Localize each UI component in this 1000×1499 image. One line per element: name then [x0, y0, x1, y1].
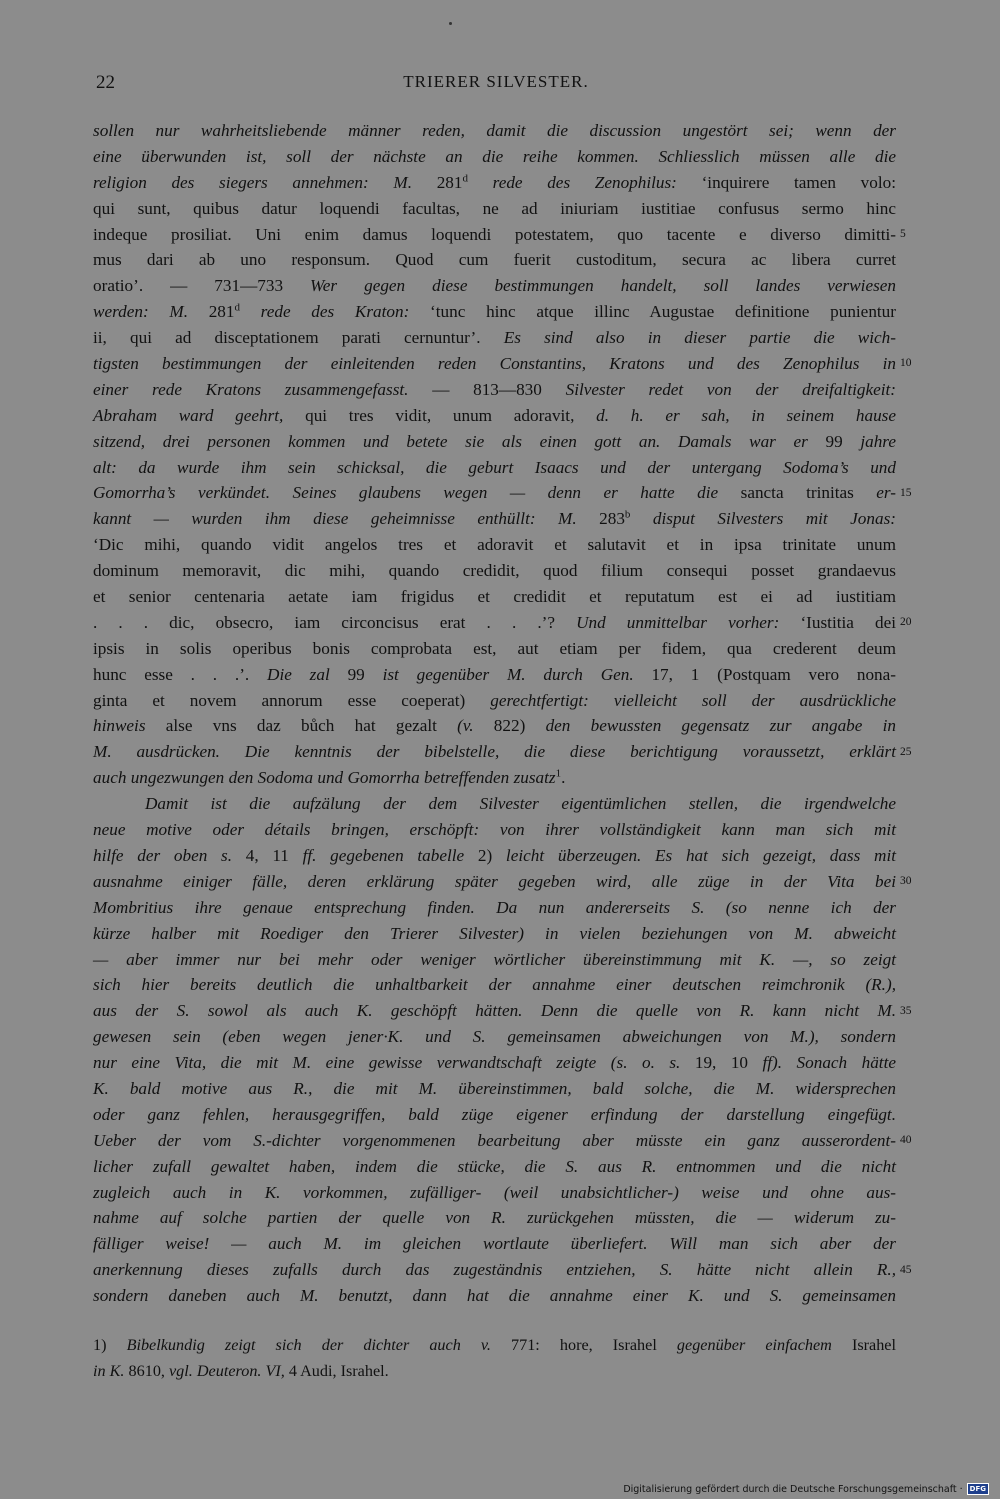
- body-line: [93, 662, 896, 688]
- text-run: — aber immer nur bei mehr oder weniger wörtlicher übereinstimmung mit K. —, so zeigt: [93, 949, 896, 969]
- body-line: [93, 506, 896, 532]
- text-run: 281: [436, 172, 463, 192]
- text-run: Abraham ward geehrt,: [93, 405, 306, 425]
- text-run: in K.: [93, 1361, 129, 1380]
- text-run: gerechtfertigt: vielleicht soll der ausdrückliche: [490, 690, 896, 710]
- body-line: [93, 817, 896, 843]
- body-line: [93, 455, 896, 481]
- body-line: [93, 1102, 896, 1128]
- text-run: . . . dic, obsecro, iam circoncisus erat . . .’?: [93, 612, 577, 632]
- body-line: [93, 584, 896, 610]
- text-run: alt: da wurde ihm sein schicksal, die geburt Isaacs und der untergang Sodoma’s und: [93, 457, 896, 477]
- text-run: kürze halber mit Roediger den Trierer Silvester) in vielen beziehungen von M. abweicht: [93, 923, 896, 943]
- text-run: Gomorrha’s verkündet. Seines glaubens wegen — denn er hatte die: [93, 483, 741, 503]
- body-line: [93, 1283, 896, 1309]
- text-run: 281: [208, 302, 235, 322]
- text-run: Und unmittelbar vorher:: [576, 612, 801, 632]
- text-run: neue motive oder détails bringen, erschöpft: von ihrer vollständigkeit kann man sich mit: [93, 820, 896, 840]
- text-run: K. bald motive aus R., die mit M. übereinstimmen, bald solche, die M. widersprechen: [93, 1078, 896, 1098]
- body-line: [93, 1180, 896, 1206]
- page-header: [96, 72, 896, 100]
- body-line: [93, 144, 896, 170]
- text-run: ipsis in solis operibus bonis comprobata est, aut etiam per fidem, qua crederent deum: [93, 638, 896, 658]
- body-line: [93, 610, 896, 636]
- text-run: ff. gegebenen tabelle: [302, 845, 478, 865]
- body-line: [93, 377, 896, 403]
- body-line: [93, 1154, 896, 1180]
- text-run: oder ganz fehlen, herausgegriffen, bald züge eigener erfindung der darstellung eingefügt.: [93, 1104, 896, 1124]
- text-run: er-: [876, 483, 896, 503]
- body-line: [93, 1257, 896, 1283]
- running-title: TRIERER SILVESTER.: [403, 72, 589, 91]
- body-line: [93, 480, 896, 506]
- text-run: sollen nur wahrheitsliebende männer reden, damit die discussion ungestört sei; wenn der: [93, 121, 896, 140]
- text-run: alse vns daz bůch hat gezalt: [165, 716, 458, 736]
- margin-line-number: 20: [900, 616, 912, 629]
- text-run: M. ausdrücken. Die kenntnis der bibelstelle, die diese berichtigung voraussetzt, erklärt: [93, 742, 896, 762]
- margin-line-number: 10: [900, 357, 912, 370]
- body-line: [93, 118, 896, 144]
- text-run: 8610,: [128, 1361, 169, 1380]
- text-run: ‘inquirere tamen volo:: [701, 172, 896, 192]
- body-line: [93, 196, 896, 222]
- text-run: ‘tunc hinc atque illinc Augustae definitione punientur: [430, 302, 897, 322]
- body-line: [93, 558, 896, 584]
- text-run: anerkennung dieses zufalls durch das zugeständnis entziehen, S. hätte nicht allein R.,: [93, 1260, 896, 1280]
- text-run: jahre: [860, 431, 896, 451]
- text-run: Damit ist die aufzälung der dem Silvester eigentümlichen stellen, die irgendwelche: [145, 794, 896, 814]
- text-run: religion des siegers annehmen: M.: [93, 172, 437, 192]
- text-run: et senior centenaria aetate iam frigidus et credidit et reputatum est ei ad iustitiam: [93, 587, 896, 607]
- margin-line-number: 25: [900, 745, 912, 758]
- text-run: indeque prosiliat. Uni enim damus loquendi potestatem, quo tacente e diverso dimitti-: [93, 224, 896, 244]
- body-line: [93, 429, 896, 455]
- text-run: eine überwunden ist, soll der nächste an die reihe kommen. Schliesslich müssen alle die: [93, 146, 896, 166]
- text-run: mus dari ab uno responsum. Quod cum fuerit custoditum, secura ac libera curret: [93, 250, 896, 270]
- margin-line-number: 5: [900, 227, 906, 240]
- text-run: Mombritius ihre genaue entsprechung finden. Da nun andererseits S. (so nenne ich der: [93, 897, 896, 917]
- margin-line-number: 15: [900, 486, 912, 499]
- body-line: [93, 403, 896, 429]
- text-run: 4 Audi, Israhel.: [288, 1361, 389, 1380]
- text-run: oratio’. — 731—733: [93, 276, 311, 296]
- text-run: nahme auf solche partien der quelle von R. zurückgehen müssten, die — widerum zu-: [93, 1208, 896, 1228]
- body-line: [93, 765, 896, 791]
- body-line: [93, 688, 896, 714]
- text-run: Ueber der vom S.-dichter vorgenommenen bearbeitung aber müsste ein ganz ausserordent-: [93, 1130, 896, 1150]
- superscript: d: [234, 301, 240, 314]
- text-run: gewesen sein (eben wegen jener·K. und S. gemeinsamen abweichungen von M.), sondern: [93, 1027, 896, 1047]
- margin-line-number: 45: [900, 1263, 912, 1276]
- text-run: licher zufall gewaltet haben, indem die stücke, die S. aus R. entnommen und die nicht: [93, 1156, 896, 1176]
- text-run: kannt — wurden ihm diese geheimnisse enthüllt: M.: [93, 509, 600, 529]
- body-line: [93, 921, 896, 947]
- text-run: ii, qui ad disceptationem parati cernuntur’.: [93, 328, 504, 348]
- credit-text: Digitalisierung gefördert durch die Deutsche Forschungsgemeinschaft ·: [623, 1483, 963, 1495]
- body-line: [93, 1205, 896, 1231]
- text-run: 99: [825, 431, 861, 451]
- text-run: auch ungezwungen den Sodoma und Gomorrha betreffenden zusatz: [93, 768, 556, 788]
- text-run: sich hier bereits deutlich die unhaltbarkeit der annahme einer deutschen reimchronik (R.),: [93, 975, 896, 995]
- dfg-logo: DFG: [967, 1483, 989, 1495]
- margin-line-number: 35: [900, 1004, 912, 1017]
- body-line: [93, 791, 896, 817]
- text-run: — 813—830: [432, 379, 566, 399]
- text-run: sondern daneben auch M. benutzt, dann hat die annahme einer K. und S. gemeinsamen: [93, 1286, 896, 1306]
- superscript: b: [624, 508, 631, 521]
- body-line: [93, 869, 896, 895]
- text-run: ff). Sonach hätte: [762, 1053, 896, 1073]
- text-run: Die zal: [267, 664, 348, 684]
- text-run: sancta trinitas: [740, 483, 877, 503]
- text-run: tigsten bestimmungen der einleitenden reden Constantins, Kratons und des Zenophilus in: [93, 354, 896, 374]
- text-run: hinweis: [93, 716, 166, 736]
- text-run: aus der S. sowol als auch K. geschöpft hätten. Denn die quelle von R. kann nicht M.: [93, 1001, 896, 1021]
- text-run: nur eine Vita, die mit M. eine gewisse verwandtschaft zeigte (s. o. s.: [93, 1053, 695, 1073]
- footnote: [93, 1333, 896, 1385]
- text-run: d. h. er sah, in seinem hause: [596, 405, 896, 425]
- text-run: hilfe der oben s.: [93, 845, 246, 865]
- body-line: [93, 325, 896, 351]
- body-line: [93, 1050, 896, 1076]
- body-line: [93, 247, 896, 273]
- margin-line-number: 30: [900, 875, 912, 888]
- text-run: qui tres vidit, unum adoravit,: [305, 405, 597, 425]
- text-run: 2): [477, 845, 506, 865]
- text-run: 19, 10: [694, 1053, 763, 1073]
- body-line: [93, 947, 896, 973]
- margin-line-number: 40: [900, 1134, 912, 1147]
- text-run: leicht überzeugen. Es hat sich gezeigt, dass mit: [505, 845, 896, 865]
- body-line: [93, 351, 896, 377]
- body-line: [93, 636, 896, 662]
- superscript: d: [462, 172, 468, 185]
- body-line: [93, 1024, 896, 1050]
- text-run: rede des Kraton:: [239, 302, 431, 322]
- text-run: 1): [93, 1336, 127, 1354]
- text-run: qui sunt, quibus datur loquendi facultas, ne ad iniuriam iustitiae confusus sermo hinc: [93, 198, 896, 218]
- body-line: [93, 972, 896, 998]
- text-run: einer rede Kratons zusammengefasst.: [93, 379, 433, 399]
- body-line: [93, 273, 896, 299]
- text-run: hunc esse . . .’.: [93, 664, 268, 684]
- page-number: 22: [96, 72, 115, 93]
- text-run: Israhel: [851, 1336, 896, 1354]
- text-run: ist gegenüber M. durch Gen.: [382, 664, 652, 684]
- text-run: 99: [347, 664, 383, 684]
- footnote-line: [93, 1359, 896, 1385]
- text-run: den bewussten gegensatz zur angabe in: [545, 716, 897, 736]
- text-run: 283: [599, 509, 625, 529]
- text-run: dominum memoravit, dic mihi, quando credidit, quod filium consequi posset grandaevus: [93, 561, 896, 581]
- text-run: (v.: [457, 716, 494, 736]
- body-line: [93, 1128, 896, 1154]
- digitization-credit: [623, 1483, 989, 1495]
- body-text: [93, 118, 896, 1309]
- body-line: [93, 170, 896, 196]
- text-run: Wer gegen diese bestimmungen handelt, soll landes verwiesen: [310, 276, 896, 296]
- text-run: ‘Dic mihi, quando vidit angelos tres et adoravit et salutavit et in ipsa trinitate unum: [93, 535, 896, 555]
- text-run: ginta et novem annorum esse coeperat): [93, 690, 491, 710]
- scan-speck: [449, 22, 452, 25]
- text-run: sitzend, drei personen kommen und betete sie als einen gott an. Damals war er: [93, 431, 826, 451]
- text-run: .: [561, 768, 566, 788]
- text-run: vgl. Deuteron. VI,: [169, 1361, 289, 1380]
- text-run: Es sind also in dieser partie die wich-: [503, 328, 896, 348]
- text-run: 771: hore, Israhel: [511, 1336, 677, 1354]
- text-run: fälliger weise! — auch M. im gleichen wortlaute überliefert. Will man sich aber der: [93, 1234, 896, 1254]
- text-run: Bibelkundig zeigt sich der dichter auch v.: [126, 1336, 512, 1354]
- text-run: rede des Zenophilus:: [467, 172, 702, 192]
- text-run: ‘Iustitia dei: [800, 612, 896, 632]
- text-run: 822): [493, 716, 546, 736]
- body-line: [93, 843, 896, 869]
- text-run: 17, 1 (Postquam vero nona-: [651, 664, 896, 684]
- body-line: [93, 713, 896, 739]
- body-line: [93, 1076, 896, 1102]
- body-line: [93, 739, 896, 765]
- text-run: werden: M.: [93, 302, 209, 322]
- text-run: disput Silvesters mit Jonas:: [630, 509, 896, 529]
- body-line: [93, 222, 896, 248]
- text-run: gegenüber einfachem: [676, 1336, 852, 1354]
- text-run: 4, 11: [245, 845, 303, 865]
- body-line: [93, 299, 896, 325]
- body-line: [93, 1231, 896, 1257]
- body-line: [93, 998, 896, 1024]
- footnote-line: [93, 1333, 896, 1359]
- text-run: ausnahme einiger fälle, deren erklärung später gegeben wird, alle züge in der Vita bei: [93, 871, 896, 891]
- text-run: zugleich auch in K. vorkommen, zufälliger- (weil unabsichtlicher-) weise und ohne aus-: [93, 1182, 896, 1202]
- body-line: [93, 532, 896, 558]
- body-line: [93, 895, 896, 921]
- superscript: 1: [555, 767, 562, 780]
- text-run: Silvester redet von der dreifaltigkeit:: [565, 379, 896, 399]
